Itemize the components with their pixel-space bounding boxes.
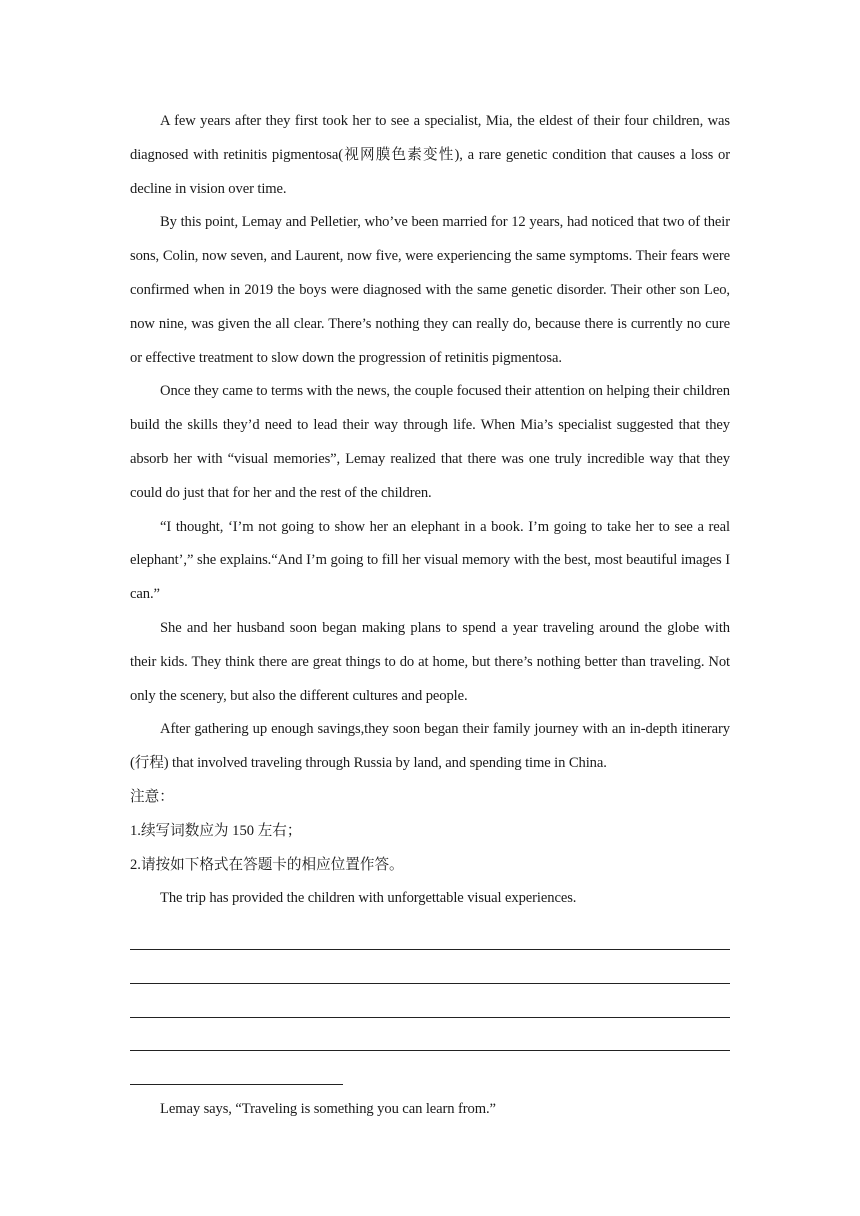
continuation-prompt-1: The trip has provided the children with unforgettable visual experiences.	[160, 890, 577, 907]
continuation-prompt-2: Lemay says, “Traveling is something you can learn from.”	[160, 1101, 496, 1118]
notes-item-1: 1.续写词数应为 150 左右；	[130, 822, 302, 839]
answer-line-2[interactable]	[130, 950, 730, 984]
passage-paragraph-5: She and her husband soon began making plans to spend a year traveling around the globe with their kids. They think there are great things to do at home, but there’s nothing better than traveling. Not only the scenery, but also the different cultures and people.	[130, 619, 730, 704]
answer-line-5[interactable]	[130, 1051, 343, 1085]
passage-paragraph-6: After gathering up enough savings,they soon began their family journey with an in-depth itinerary (行程) that involved traveling through Russia by land, and spending time in China.	[130, 721, 730, 772]
notes-heading: 注意：	[130, 788, 174, 805]
answer-line-3[interactable]	[130, 984, 730, 1018]
answer-line-1[interactable]	[130, 916, 730, 950]
notes-item-2: 2.请按如下格式在答题卡的相应位置作答。	[130, 856, 404, 873]
answer-line-4[interactable]	[130, 1018, 730, 1052]
document-page	[130, 105, 730, 1127]
passage-paragraph-1: A few years after they first took her to see a specialist, Mia, the eldest of their four children, was diagnosed with retinitis pigmentosa(视网膜色素变性), a rare genetic condition that causes a loss or decline in vision over time.	[130, 113, 730, 197]
passage-paragraph-4: “I thought, ‘I’m not going to show her an elephant in a book. I’m going to take her to see a real elephant’,” she explains.“And I’m going to fill her visual memory with the best, most beautiful images I can.”	[130, 518, 730, 603]
passage-paragraph-3: Once they came to terms with the news, the couple focused their attention on helping their children build the skills they’d need to lead their way through life. When Mia’s specialist suggested that they absorb her with “visual memories”, Lemay realized that there was one truly incredible way that they could do just that for her and the rest of the children.	[130, 383, 730, 501]
passage-paragraph-2: By this point, Lemay and Pelletier, who’ve been married for 12 years, had noticed that two of their sons, Colin, now seven, and Laurent, now five, were experiencing the same symptoms. Their fears were confirmed when in 2019 the boys were diagnosed with the same genetic disorder. Their other son Leo, now nine, was given the all clear. There’s nothing they can really do, because there is currently no cure or effective treatment to slow down the progression of retinitis pigmentosa.	[130, 214, 730, 366]
spacer	[130, 1085, 730, 1093]
